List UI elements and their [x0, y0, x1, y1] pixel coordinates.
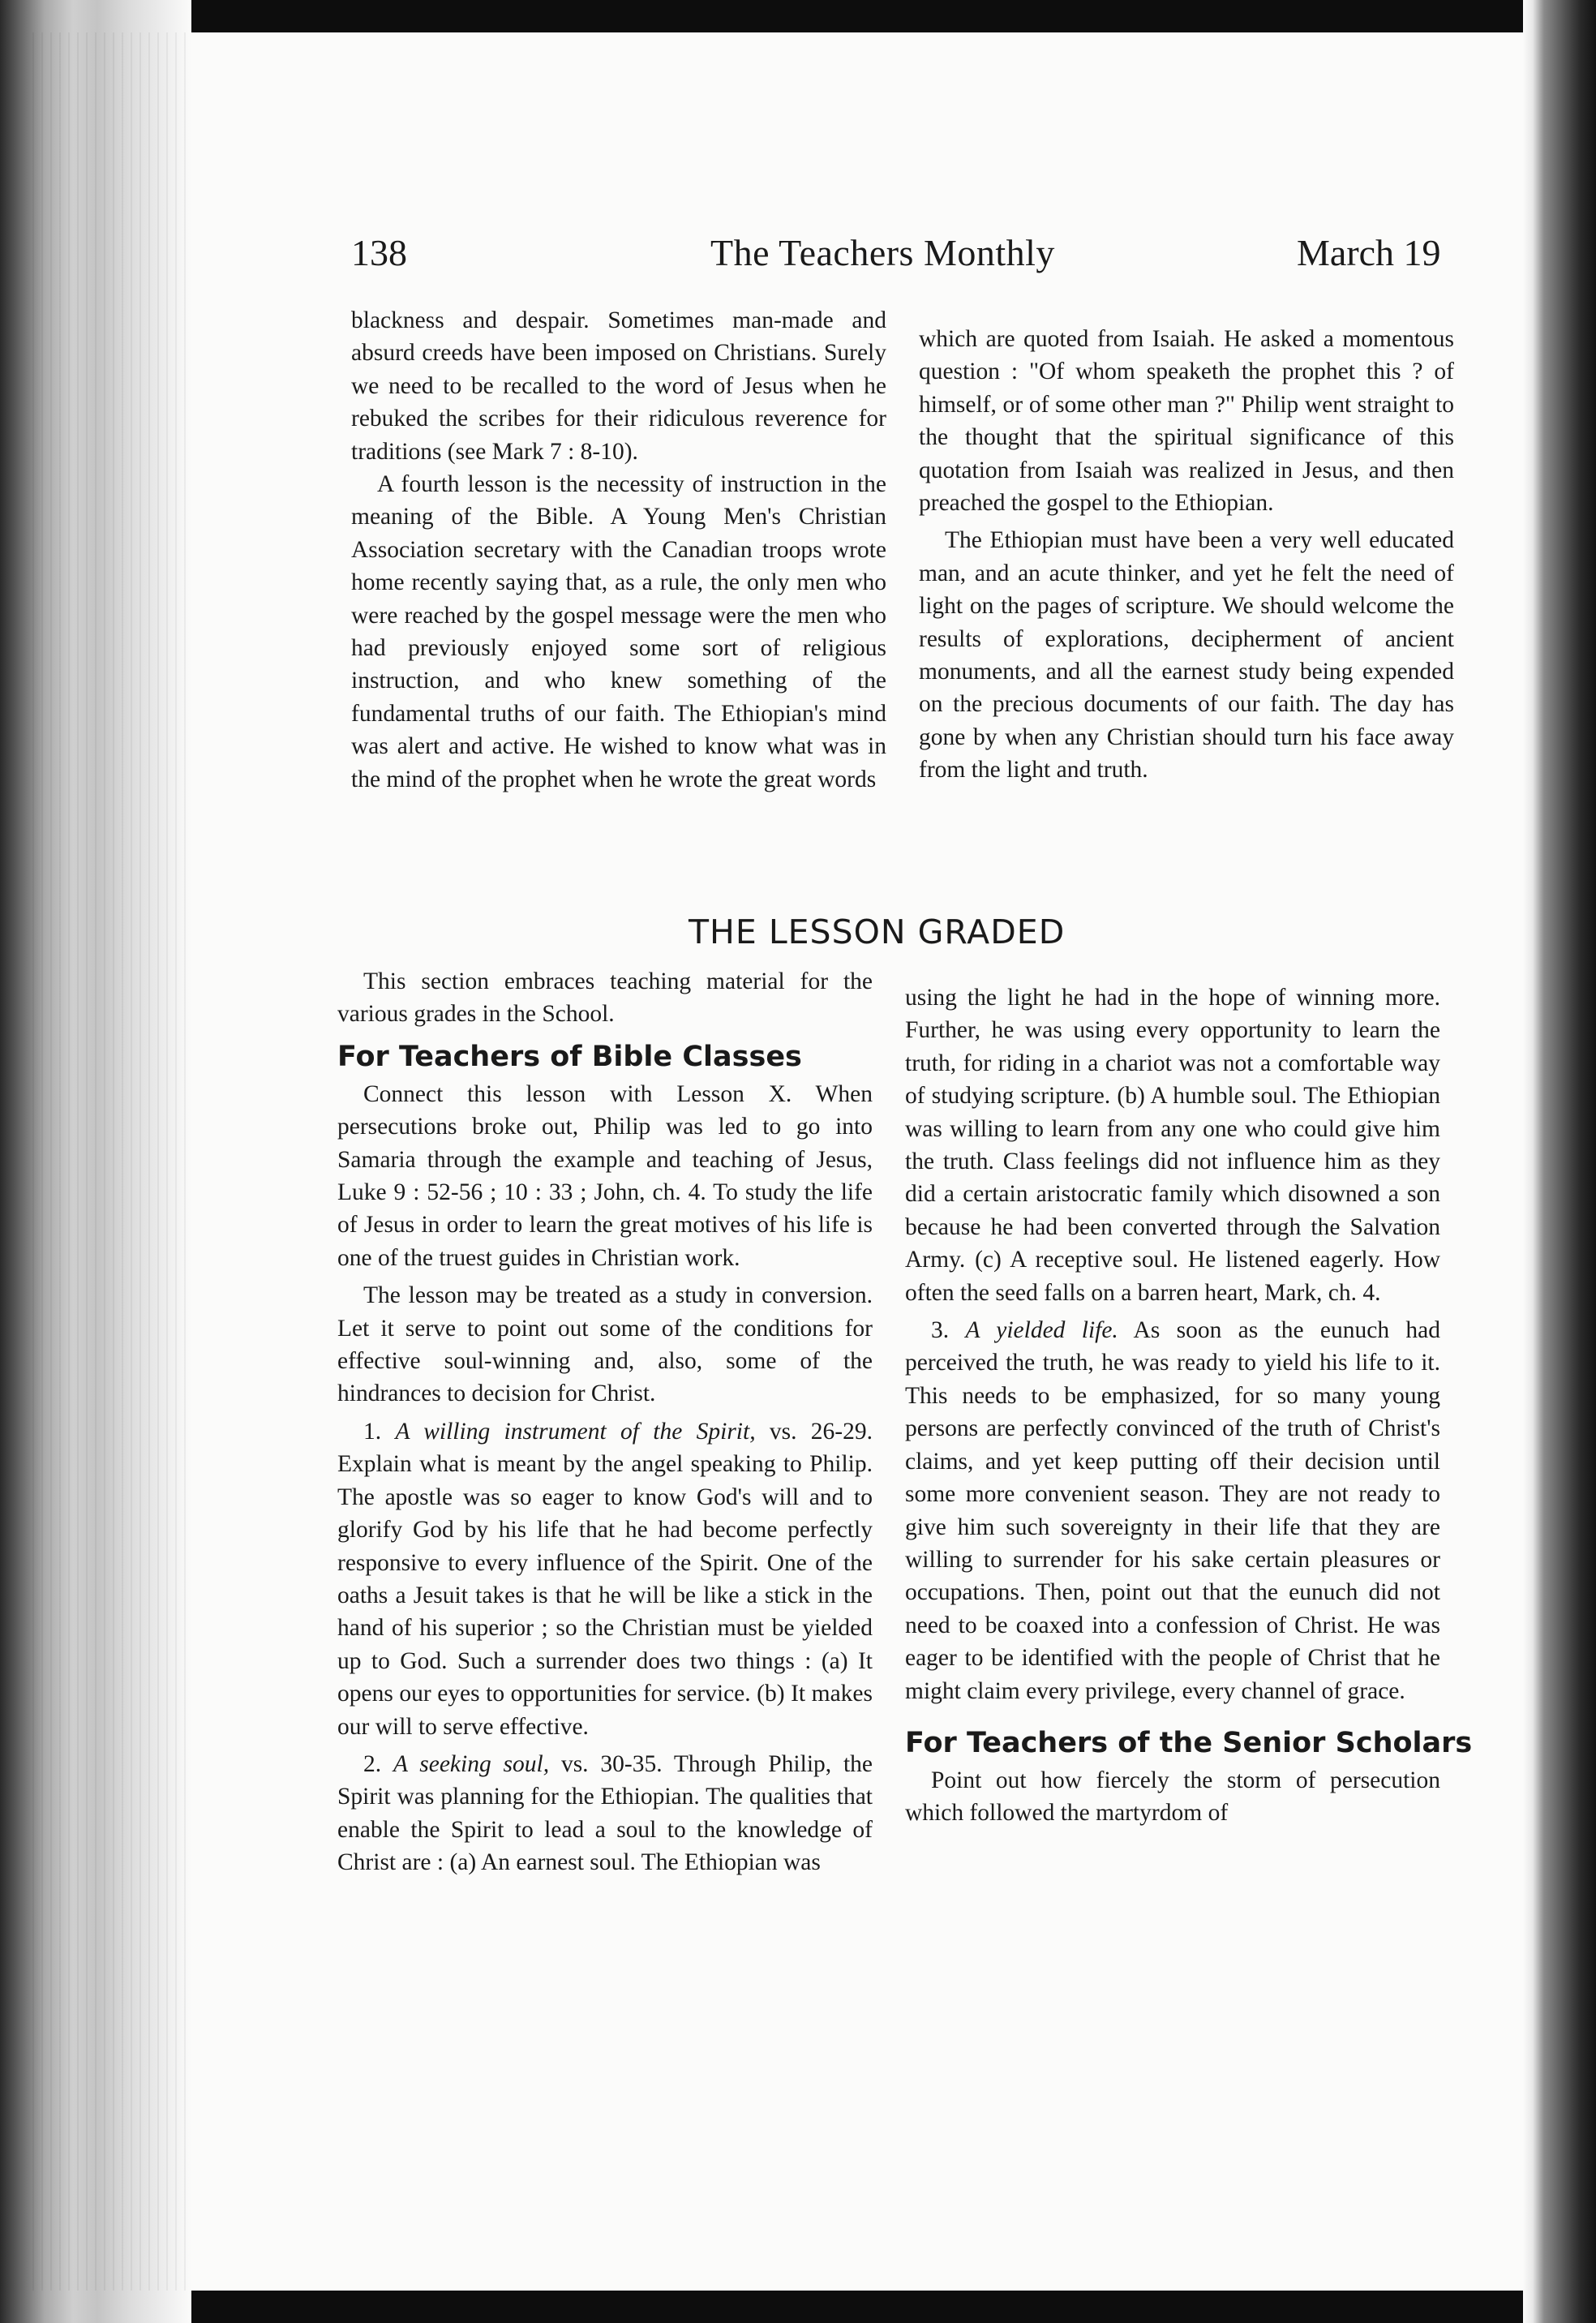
book-spine-shadow — [1523, 0, 1596, 2323]
point-number: 2. — [363, 1750, 382, 1777]
subheading-senior-scholars: For Teachers of the Senior Scholars — [905, 1726, 1473, 1759]
graded-right-column — [905, 981, 1473, 1830]
point-text: vs. 30-35. Through Philip, the Spirit was planning for the Ethiopian. The qualities that enable the Spirit to lead a soul to the knowledge of Christ are : (a) An earnest soul. The Ethiopian was — [337, 1750, 873, 1876]
scan-border-top — [0, 0, 1596, 32]
paragraph: Point out how fiercely the storm of persecution which followed the martyrdom of — [905, 1767, 1440, 1827]
page-edge-texture — [32, 32, 187, 2291]
point-number: 3. — [931, 1317, 950, 1344]
paragraph: The lesson may be treated as a study in conversion. Let it serve to point out some of the conditions for effective soul-winning and, also, some of the hindrances to decision for Christ. — [337, 1282, 873, 1407]
point-title: A yielded life. — [965, 1317, 1118, 1344]
paragraph: using the light he had in the hope of winning more. Further, he was using every opportunity to learn the truth, for riding in a chariot was not a comfortable way of studying scripture. (b) A humble soul. The Ethiopian was willing to learn from any one who could give him the truth. Class feelings did not influence him as they did a certain aristocratic family which disowned a son because he had been converted through the Salvation Army. (c) A receptive soul. He listened eagerly. How often the seed falls on a barren heart, Mark, ch. 4. — [905, 985, 1440, 1306]
section-heading: THE LESSON GRADED — [689, 912, 1066, 951]
paragraph: A fourth lesson is the necessity of instruction in the meaning of the Bible. A Young Men's Christian Association secretary with the Canadian troops wrote home recently saying that, as a rule, the only men who were reached by the gospel message were the men who had previously enjoyed some sort of religious instruction, and who knew something of the fundamental truths of our faith. The Ethiopian's mind was alert and active. He wished to know what was in the mind of the prophet when he wrote the great words — [351, 471, 886, 792]
point-text: As soon as the eunuch had perceived the truth, he was ready to yield his life to it. This needs to be emphasized, for so many young persons are perfectly convinced of the truth of Christ's claims, and yet keep putting off their decision until some more convenient season. They are not ready to give him such sovereignty in their life that they are willing to surrender for his sake certain pleasures or occupations. Then, point out that the eunuch did not need to be coaxed into a confession of Christ. He was eager to be identified with the people of Christ that he might claim every privilege, every channel of grace. — [905, 1317, 1441, 1704]
scan-border-bottom — [0, 2291, 1596, 2323]
subheading-bible-classes: For Teachers of Bible Classes — [337, 1040, 802, 1073]
top-right-column — [919, 323, 1454, 787]
point-title: A seeking soul, — [393, 1750, 550, 1777]
graded-left-column — [337, 965, 873, 1879]
numbered-point-1 — [337, 1415, 873, 1743]
numbered-point-3 — [905, 1314, 1440, 1707]
paragraph: The Ethiopian must have been a very well educated man, and an acute thinker, and yet he felt the need of light on the pages of scripture. We should welcome the results of explorations, decipherment of ancient monuments, and all the earnest study being expended on the precious documents of our faith. The day has gone by when any Christian should turn his face away from the light and truth. — [919, 527, 1454, 784]
numbered-point-2 — [337, 1748, 873, 1879]
paragraph: blackness and despair. Sometimes man-made and absurd creeds have been imposed on Christians. Surely we need to be recalled to the word of Jesus when he rebuked the scribes for their ridiculous reverence for traditions (see Mark 7 : 8-10). — [351, 307, 886, 465]
page-content — [191, 32, 1523, 2291]
page-number: 138 — [351, 232, 407, 273]
journal-title: The Teachers Monthly — [710, 232, 1055, 273]
paragraph: which are quoted from Isaiah. He asked a momentous question : "Of whom speaketh the prophet this ? of himself, or of some other man ?" Philip went straight to the thought that the spiritual significance of this quotation from Isaiah was realized in Jesus, and then preached the gospel to the Ethiopian. — [919, 326, 1454, 517]
paragraph: Connect this lesson with Lesson X. When persecutions broke out, Philip was led to go into Samaria through the example and teaching of Jesus, Luke 9 : 52-56 ; 10 : 33 ; John, ch. 4. To study the life of Jesus in order to learn the great motives of his life is one of the truest guides in Christian work. — [337, 1080, 873, 1271]
point-text: vs. 26-29. Explain what is meant by the angel speaking to Philip. The apostle was so eager to know God's will and to glorify God by his life that he had become perfectly responsive to every influence of the Spirit. One of the oaths a Jesuit takes is that he will be like a stick in the hand of his superior ; so the Christian must be yielded up to God. Such a surrender does two things : (a) It opens our eyes to opportunities for service. (b) It makes our will to serve effective. — [337, 1418, 873, 1740]
issue-date: March 19 — [1297, 232, 1441, 273]
top-left-column — [351, 304, 886, 796]
intro-paragraph: This section embraces teaching material for the various grades in the School. — [337, 968, 873, 1028]
point-title: A willing instrument of the Spirit, — [395, 1418, 756, 1445]
point-number: 1. — [363, 1418, 382, 1445]
